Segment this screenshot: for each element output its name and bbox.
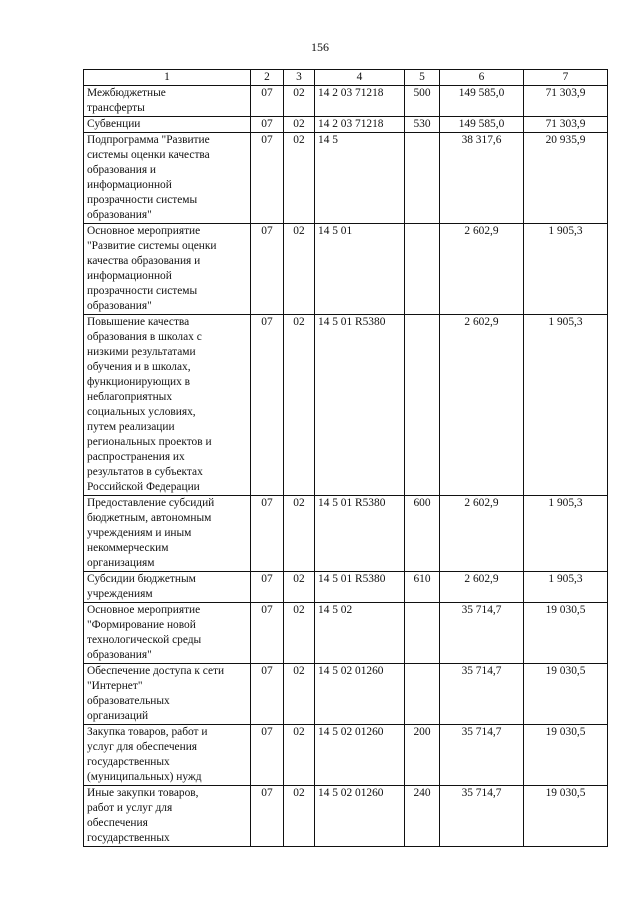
- row-amount-plan-cell-text: 149 585,0: [458, 87, 505, 99]
- row-expense-type-cell: [405, 117, 440, 133]
- row-amount-plan-cell-text: 149 585,0: [458, 118, 505, 130]
- row-target-article-cell: [315, 224, 405, 315]
- row-expense-type-cell: [405, 664, 440, 725]
- row-amount-actual-cell: [524, 664, 608, 725]
- row-amount-actual-cell: [524, 725, 608, 786]
- row-name-cell: [84, 224, 251, 315]
- row-amount-actual-cell-text: 20 935,9: [545, 134, 586, 146]
- row-section-cell: [251, 664, 284, 725]
- row-target-article-cell-text: 14 5 02: [318, 604, 353, 616]
- header-col-4: 4: [315, 70, 405, 86]
- row-section-cell-text: 07: [261, 118, 273, 130]
- row-amount-actual-cell: [524, 572, 608, 603]
- row-name-cell: [84, 496, 251, 572]
- row-amount-actual-cell: [524, 133, 608, 224]
- row-amount-actual-cell: [524, 496, 608, 572]
- row-name-cell-text: Иные закупки товаров, работ и услуг для обеспечения государственных: [87, 787, 199, 844]
- row-name-cell-text: Закупка товаров, работ и услуг для обеспечения государственных (муниципальных) нужд: [87, 726, 208, 783]
- table-row: [84, 315, 608, 496]
- row-subsection-cell: [284, 664, 315, 725]
- table-row: [84, 725, 608, 786]
- row-name-cell: [84, 133, 251, 224]
- row-amount-actual-cell-text: 71 303,9: [545, 87, 586, 99]
- table-row: [84, 786, 608, 847]
- row-section-cell: [251, 496, 284, 572]
- row-amount-actual-cell: [524, 315, 608, 496]
- header-col-1: 1: [84, 70, 251, 86]
- row-target-article-cell: [315, 725, 405, 786]
- row-section-cell-text: 07: [261, 726, 273, 738]
- row-amount-plan-cell-text: 2 602,9: [464, 497, 499, 509]
- row-target-article-cell: [315, 133, 405, 224]
- row-name-cell: [84, 117, 251, 133]
- row-amount-plan-cell: [440, 315, 524, 496]
- table-row: [84, 664, 608, 725]
- row-subsection-cell-text: 02: [293, 665, 305, 677]
- row-amount-plan-cell: [440, 603, 524, 664]
- row-amount-plan-cell-text: 38 317,6: [461, 134, 502, 146]
- row-expense-type-cell: [405, 572, 440, 603]
- row-amount-plan-cell-text: 35 714,7: [461, 787, 502, 799]
- table-row: [84, 572, 608, 603]
- row-expense-type-cell: [405, 224, 440, 315]
- row-subsection-cell: [284, 117, 315, 133]
- row-name-cell: [84, 603, 251, 664]
- row-subsection-cell: [284, 86, 315, 117]
- row-amount-plan-cell-text: 2 602,9: [464, 316, 499, 328]
- row-expense-type-cell: [405, 725, 440, 786]
- row-amount-actual-cell-text: 1 905,3: [548, 316, 583, 328]
- row-expense-type-cell-text: 610: [413, 573, 431, 585]
- table-row: [84, 86, 608, 117]
- row-subsection-cell: [284, 224, 315, 315]
- row-subsection-cell-text: 02: [293, 134, 305, 146]
- row-name-cell-text: Субсидии бюджетным учреждениям: [87, 573, 196, 600]
- header-col-6: 6: [440, 70, 524, 86]
- row-amount-plan-cell: [440, 786, 524, 847]
- row-section-cell-text: 07: [261, 604, 273, 616]
- row-amount-actual-cell: [524, 86, 608, 117]
- row-amount-plan-cell: [440, 664, 524, 725]
- table-row: [84, 224, 608, 315]
- row-section-cell: [251, 725, 284, 786]
- row-amount-actual-cell-text: 19 030,5: [545, 726, 586, 738]
- row-amount-actual-cell-text: 19 030,5: [545, 665, 586, 677]
- row-section-cell-text: 07: [261, 497, 273, 509]
- row-section-cell: [251, 603, 284, 664]
- row-name-cell-text: Межбюджетные трансферты: [87, 87, 166, 114]
- row-section-cell: [251, 224, 284, 315]
- row-name-cell: [84, 315, 251, 496]
- header-col-7: 7: [524, 70, 608, 86]
- row-subsection-cell-text: 02: [293, 604, 305, 616]
- row-amount-plan-cell: [440, 224, 524, 315]
- row-subsection-cell-text: 02: [293, 726, 305, 738]
- header-col-5: 5: [405, 70, 440, 86]
- row-target-article-cell-text: 14 5 02 01260: [318, 726, 384, 738]
- row-section-cell-text: 07: [261, 134, 273, 146]
- row-subsection-cell: [284, 315, 315, 496]
- header-col-3: 3: [284, 70, 315, 86]
- row-section-cell: [251, 117, 284, 133]
- row-amount-actual-cell-text: 19 030,5: [545, 787, 586, 799]
- row-subsection-cell: [284, 725, 315, 786]
- row-subsection-cell: [284, 496, 315, 572]
- row-subsection-cell-text: 02: [293, 787, 305, 799]
- row-target-article-cell: [315, 786, 405, 847]
- table-row: [84, 603, 608, 664]
- row-amount-plan-cell-text: 35 714,7: [461, 665, 502, 677]
- row-amount-plan-cell-text: 35 714,7: [461, 726, 502, 738]
- row-subsection-cell-text: 02: [293, 316, 305, 328]
- row-amount-actual-cell-text: 1 905,3: [548, 573, 583, 585]
- row-section-cell-text: 07: [261, 87, 273, 99]
- row-target-article-cell-text: 14 5 02 01260: [318, 787, 384, 799]
- row-amount-plan-cell-text: 35 714,7: [461, 604, 502, 616]
- row-amount-plan-cell-text: 2 602,9: [464, 225, 499, 237]
- row-amount-actual-cell: [524, 117, 608, 133]
- row-target-article-cell-text: 14 5 01 R5380: [318, 497, 386, 509]
- row-expense-type-cell: [405, 786, 440, 847]
- row-target-article-cell: [315, 664, 405, 725]
- row-expense-type-cell: [405, 133, 440, 224]
- row-section-cell-text: 07: [261, 316, 273, 328]
- row-expense-type-cell-text: 530: [413, 118, 431, 130]
- row-amount-actual-cell: [524, 224, 608, 315]
- row-name-cell-text: Основное мероприятие "Формирование новой технологической среды образования": [87, 604, 202, 661]
- row-target-article-cell: [315, 572, 405, 603]
- row-amount-actual-cell-text: 71 303,9: [545, 118, 586, 130]
- row-name-cell-text: Предоставление субсидий бюджетным, автономным учреждениям и иным некоммерческим организациям: [87, 497, 215, 569]
- row-expense-type-cell: [405, 86, 440, 117]
- budget-table: [83, 69, 608, 847]
- table-row: [84, 133, 608, 224]
- row-subsection-cell-text: 02: [293, 573, 305, 585]
- row-target-article-cell-text: 14 2 03 71218: [318, 87, 384, 99]
- row-subsection-cell: [284, 133, 315, 224]
- row-section-cell: [251, 572, 284, 603]
- header-col-2: 2: [251, 70, 284, 86]
- table-header-row: [84, 70, 608, 86]
- row-amount-plan-cell: [440, 725, 524, 786]
- row-expense-type-cell-text: 600: [413, 497, 431, 509]
- row-target-article-cell-text: 14 5: [318, 134, 338, 146]
- row-section-cell-text: 07: [261, 787, 273, 799]
- row-name-cell: [84, 786, 251, 847]
- row-expense-type-cell-text: 240: [413, 787, 431, 799]
- row-name-cell-text: Повышение качества образования в школах с низкими результатами обучения и в школах, функционирующих в неблагоприятных социальных условиях, путем реализации региональных проектов и распространения их результатов в субъектах Российской Федерации: [87, 316, 212, 493]
- row-amount-actual-cell: [524, 786, 608, 847]
- row-name-cell: [84, 664, 251, 725]
- row-section-cell-text: 07: [261, 225, 273, 237]
- row-amount-actual-cell-text: 1 905,3: [548, 225, 583, 237]
- row-subsection-cell-text: 02: [293, 497, 305, 509]
- table-row: [84, 496, 608, 572]
- row-name-cell: [84, 572, 251, 603]
- row-subsection-cell-text: 02: [293, 118, 305, 130]
- row-target-article-cell-text: 14 5 01 R5380: [318, 316, 386, 328]
- row-amount-plan-cell: [440, 133, 524, 224]
- row-subsection-cell-text: 02: [293, 87, 305, 99]
- table-row: [84, 117, 608, 133]
- row-target-article-cell: [315, 603, 405, 664]
- row-expense-type-cell: [405, 603, 440, 664]
- row-expense-type-cell-text: 200: [413, 726, 431, 738]
- row-section-cell: [251, 315, 284, 496]
- row-amount-plan-cell: [440, 496, 524, 572]
- row-target-article-cell-text: 14 5 02 01260: [318, 665, 384, 677]
- row-amount-actual-cell: [524, 603, 608, 664]
- row-name-cell: [84, 86, 251, 117]
- row-section-cell: [251, 86, 284, 117]
- row-name-cell: [84, 725, 251, 786]
- row-section-cell-text: 07: [261, 573, 273, 585]
- row-name-cell-text: Субвенции: [87, 118, 141, 130]
- row-amount-plan-cell: [440, 86, 524, 117]
- row-target-article-cell-text: 14 5 01 R5380: [318, 573, 386, 585]
- row-section-cell: [251, 133, 284, 224]
- row-subsection-cell: [284, 603, 315, 664]
- row-expense-type-cell-text: 500: [413, 87, 431, 99]
- row-section-cell: [251, 786, 284, 847]
- row-subsection-cell: [284, 786, 315, 847]
- row-target-article-cell: [315, 315, 405, 496]
- row-name-cell-text: Основное мероприятие "Развитие системы оценки качества образования и информационной прозрачности системы образования": [87, 225, 217, 312]
- row-name-cell-text: Обеспечение доступа к сети "Интернет" образовательных организаций: [87, 665, 225, 722]
- row-name-cell-text: Подпрограмма "Развитие системы оценки качества образования и информационной прозрачности системы образования": [87, 134, 210, 221]
- page-number: 156: [311, 40, 329, 54]
- row-amount-plan-cell: [440, 572, 524, 603]
- row-target-article-cell-text: 14 2 03 71218: [318, 118, 384, 130]
- row-target-article-cell: [315, 86, 405, 117]
- row-target-article-cell: [315, 117, 405, 133]
- row-subsection-cell-text: 02: [293, 225, 305, 237]
- row-target-article-cell-text: 14 5 01: [318, 225, 353, 237]
- row-expense-type-cell: [405, 496, 440, 572]
- row-amount-plan-cell: [440, 117, 524, 133]
- row-expense-type-cell: [405, 315, 440, 496]
- row-subsection-cell: [284, 572, 315, 603]
- row-target-article-cell: [315, 496, 405, 572]
- row-section-cell-text: 07: [261, 665, 273, 677]
- row-amount-actual-cell-text: 19 030,5: [545, 604, 586, 616]
- row-amount-actual-cell-text: 1 905,3: [548, 497, 583, 509]
- row-amount-plan-cell-text: 2 602,9: [464, 573, 499, 585]
